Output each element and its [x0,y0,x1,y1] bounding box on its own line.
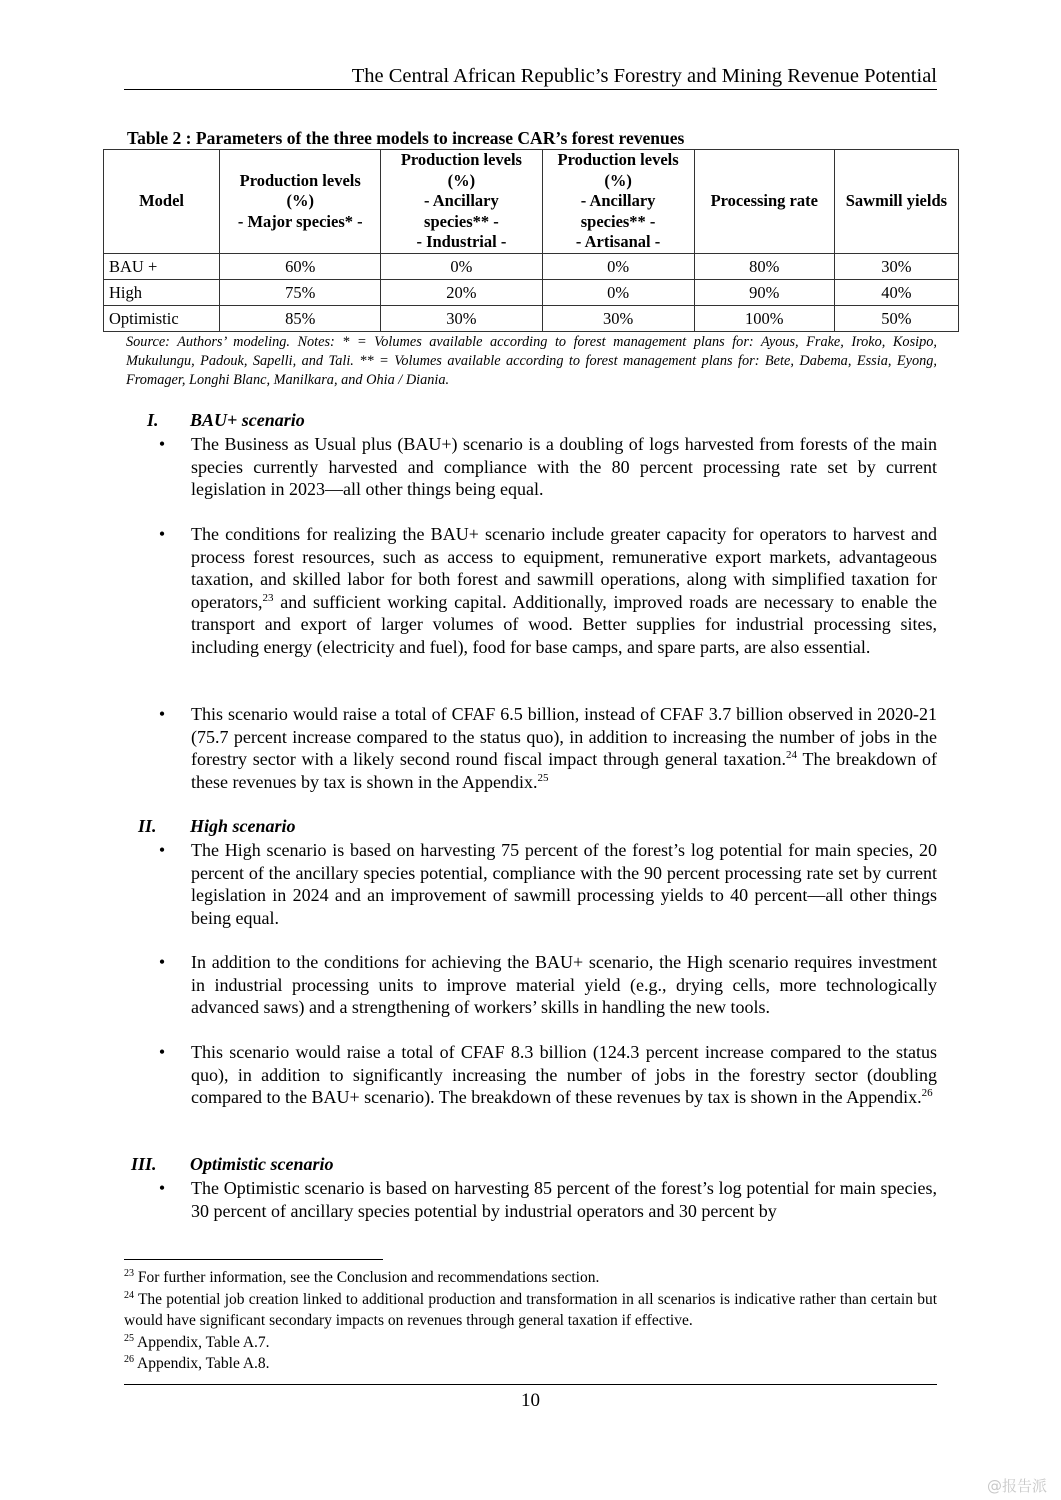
footnotes [124,1267,937,1375]
header-rule [124,89,937,90]
cell-major-species: 75% [220,279,381,305]
cell-ancillary-industrial: 0% [381,253,542,279]
header-line: - Ancillary [580,191,656,210]
footnote-separator [124,1259,383,1260]
cell-model: Optimistic [104,305,220,331]
column-header-major-species [220,150,381,254]
bullet-icon: • [158,704,166,724]
text-run: and sufficient working capital. Additionally, improved roads are necessary to enable the transport and export of larger volumes of wood. Better supplies for industrial processing sites, including energy (electricity and fuel), food for base camps, and spare parts, are also essential. [191,591,937,657]
footnote-ref[interactable]: 23 [262,591,274,604]
bullet-icon: • [158,840,166,860]
header-line: Model [139,191,185,210]
bullet-icon: • [158,434,166,454]
section-title: BAU+ scenario [190,410,305,430]
header-line: - Industrial - [416,232,507,251]
footnote [124,1353,937,1375]
bullet-text: The Business as Usual plus (BAU+) scenario is a doubling of logs harvested from forests of the main species currently harvested and compliance with the 80 percent processing rate set by current legislation in 2023—all other things being equal. [191,434,937,499]
column-header-ancillary-artisanal [542,150,694,254]
table-row [104,305,959,331]
bullet-text [191,703,937,793]
footnote-number: 25 [124,1332,134,1344]
footnote-number: 26 [124,1353,134,1365]
section-numeral: II. [138,816,157,836]
footnote-number: 23 [124,1267,134,1279]
footnote-text: For further information, see the Conclusion and recommendations section. [134,1269,600,1286]
cell-ancillary-artisanal: 0% [542,279,694,305]
cell-ancillary-artisanal: 0% [542,253,694,279]
text-run: The breakdown of these revenues by tax is shown in the Appendix. [191,749,937,792]
running-header: The Central African Republic’s Forestry and Mining Revenue Potential [351,65,937,87]
text-run: The conditions for realizing the BAU+ scenario include greater capacity for operators to harvest and process forest resources, such as access to equipment, remunerative export markets, advantageous taxation, and skilled labor for both forest and sawmill operations, along with simplified taxation for operators, [191,524,937,612]
header-line: Production levels [557,150,679,169]
section-numeral: I. [147,410,159,430]
cell-ancillary-industrial: 30% [381,305,542,331]
footnote [124,1289,937,1332]
footnote-ref[interactable]: 25 [537,771,549,784]
parameters-table [103,149,959,332]
header-line: - Ancillary [424,191,499,210]
watermark: @报告派 [986,1477,1047,1495]
header-line: Production levels [400,150,522,169]
footnote-number: 24 [124,1289,134,1301]
bullet-icon: • [158,1042,166,1062]
column-header-processing-rate [694,150,834,254]
footnote-text: The potential job creation linked to additional production and transformation in all scenarios is indicative rather than certain but would have significant secondary impacts on revenues through general taxation if effective. [124,1290,937,1329]
header-line: Production levels [239,170,361,190]
header-line: - Major species* - [237,211,363,231]
table-row [104,279,959,305]
footnote [124,1267,937,1289]
bullet-icon: • [158,524,166,544]
column-header-sawmill-yields [834,150,958,254]
cell-processing-rate: 90% [694,279,834,305]
footnote-ref[interactable]: 24 [786,749,797,761]
header-line: species** - [424,211,499,231]
header-line: (%) [604,170,632,190]
cell-ancillary-artisanal: 30% [542,305,694,331]
table-header-row [104,150,959,254]
cell-model: High [104,279,220,305]
column-header-model [104,150,220,254]
table-caption: Table 2 : Parameters of the three models to increase CAR’s forest revenues [127,128,685,148]
bullet-icon: • [158,1178,166,1198]
cell-sawmill-yields: 30% [834,253,958,279]
header-line: species** - [580,211,656,231]
bullet-text [191,523,937,658]
header-line: - Artisanal - [575,232,661,251]
header-line: Processing rate [710,191,818,210]
bullet-icon: • [158,952,166,972]
footnote-ref[interactable]: 26 [921,1087,933,1099]
cell-major-species: 85% [220,305,381,331]
cell-sawmill-yields: 50% [834,305,958,331]
section-title: High scenario [190,816,296,836]
header-line: (%) [447,170,476,190]
cell-sawmill-yields: 40% [834,279,958,305]
header-line: Sawmill yields [845,191,948,210]
cell-processing-rate: 100% [694,305,834,331]
cell-processing-rate: 80% [694,253,834,279]
cell-ancillary-industrial: 20% [381,279,542,305]
section-title: Optimistic scenario [190,1154,334,1174]
cell-model: BAU + [104,253,220,279]
footnote-text: Appendix, Table A.7. [134,1333,270,1351]
column-header-ancillary-industrial [381,150,542,254]
bullet-text [191,1041,937,1109]
cell-major-species: 60% [220,253,381,279]
text-run: This scenario would raise a total of CFAF 6.5 billion, instead of CFAF 3.7 billion observed in 2020-21 (75.7 percent increase compared to the status quo), in addition to increasing the number of jobs in the forestry sector with a likely second round fiscal impact through general taxation. [191,704,937,769]
page-number: 10 [521,1390,540,1411]
bullet-text: The High scenario is based on harvesting 75 percent of the forest’s log potential for main species, 20 percent of the ancillary species potential, compliance with the 90 percent processing rate set by current legislation in 2024 and an improvement of sawmill processing yields to 40 percent—all other things being equal. [191,840,937,928]
section-numeral: III. [131,1154,157,1174]
footnote-text: Appendix, Table A.8. [134,1355,270,1372]
text-run: This scenario would raise a total of CFAF 8.3 billion (124.3 percent increase compared to the status quo), in addition to significantly increasing the number of jobs in the forestry sector (doubling compared to the BAU+ scenario). The breakdown of these revenues by tax is shown in the Appendix. [191,1042,937,1107]
table-row [104,253,959,279]
bullet-text: In addition to the conditions for achieving the BAU+ scenario, the High scenario requires investment in industrial processing units to improve material yield (e.g., drying cells, more technologically advanced saws) and a strengthening of workers’ skills in handling the new tools. [191,952,937,1017]
footnote [124,1332,937,1354]
header-line: (%) [286,191,314,210]
footer-rule [124,1384,937,1385]
bullet-text: The Optimistic scenario is based on harvesting 85 percent of the forest’s log potential for main species, 30 percent of ancillary species potential by industrial operators and 30 percent by [191,1178,937,1221]
table-source-note: Source: Authors’ modeling. Notes: * = Volumes available according to forest management plans for: Ayous, Frake, Iroko, Kosipo, Mukulungu, Padouk, Sapelli, and Tali. ** = Volumes available according to forest management plans for: Bete, Dabema, Essia, Eyong, Fromager, Longhi Blanc, Manilkara, and Ohia / Diania. [126,334,937,388]
